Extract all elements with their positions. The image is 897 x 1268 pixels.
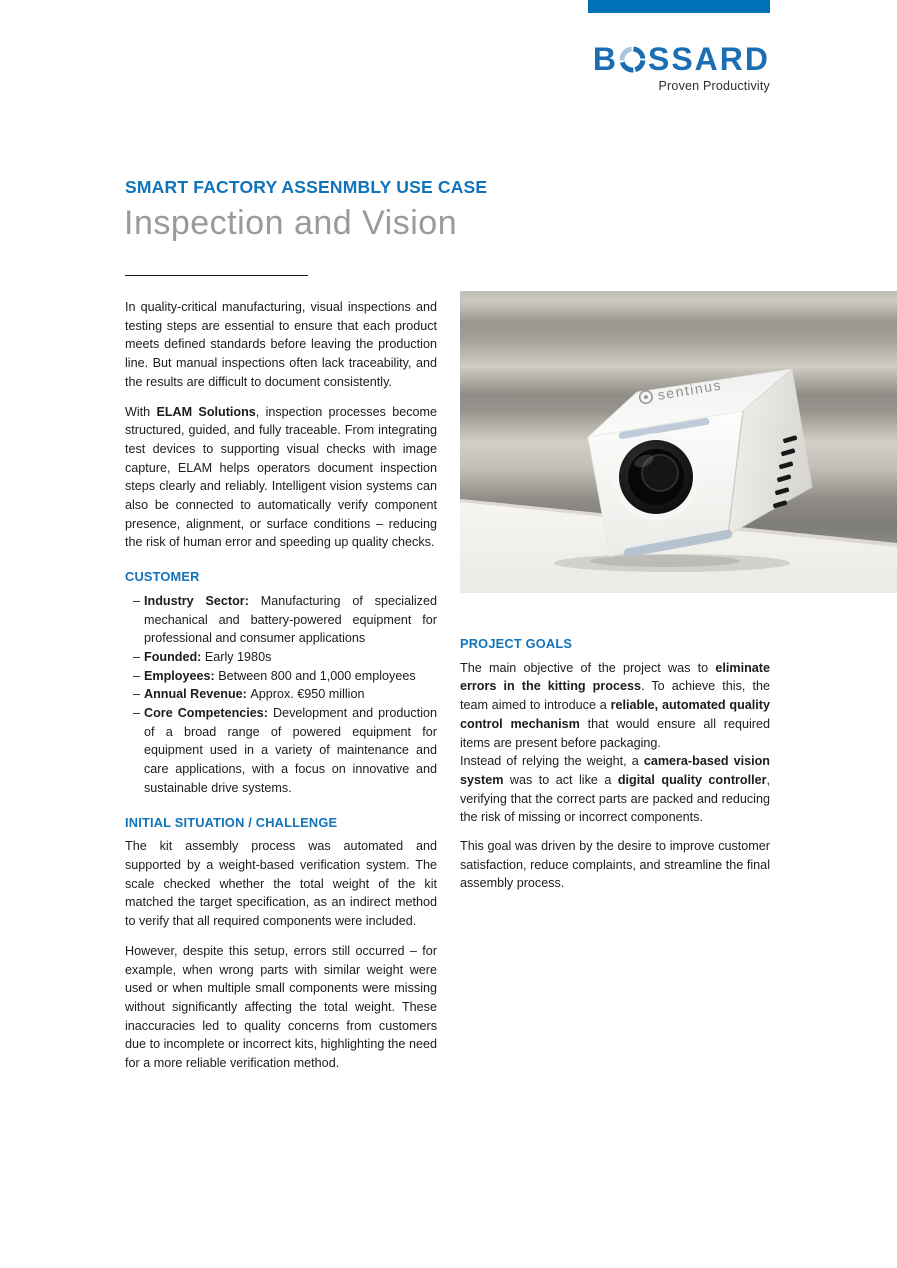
bullet-dash: –: [133, 687, 141, 702]
list-item: [125, 667, 437, 686]
brand-accent-bar: [588, 0, 770, 13]
camera-device-illustration: [460, 291, 897, 593]
bullet-text: Core Competencies: Development and production of a broad range of powered equipment for equipment used in a variety of maintenance and care applications, with a focus on innovative and sustainable drive systems.: [144, 706, 437, 795]
bossard-ring-icon: [619, 46, 646, 73]
bossard-logo: [588, 42, 770, 76]
right-column: [460, 635, 770, 904]
page-title: Inspection and Vision: [124, 204, 458, 242]
device-brand-text: sentinus: [656, 376, 724, 403]
bullet-dash: –: [133, 706, 141, 721]
intro-paragraph: With ELAM Solutions, inspection processes become structured, guided, and fully traceable. From integrating test devices to supporting visual checks with image capture, ELAM helps operators document inspection steps clearly and reliably. Intelligent vision systems can also be connected to automatically verify component presence, alignment, or surface conditions – reducing the risk of human error and speeding up quality checks.: [125, 404, 438, 550]
customer-bullet-list: [125, 592, 437, 798]
project-goals-heading: PROJECT GOALS: [460, 636, 573, 651]
bullet-dash: –: [133, 668, 141, 683]
customer-heading: CUSTOMER: [125, 569, 200, 585]
use-case-kicker: SMART FACTORY ASSENMBLY USE CASE: [125, 177, 488, 197]
list-item: [125, 592, 437, 648]
bullet-text: Employees: Between 800 and 1,000 employees: [144, 668, 416, 683]
initial-situation-heading: INITIAL SITUATION / CHALLENGE: [125, 814, 338, 830]
title-rule: [125, 275, 308, 276]
brand-block: [588, 42, 770, 93]
project-goals-paragraph: Instead of relying the weight, a camera-based vision system was to act like a digital quality controller, verifying that the correct parts are packed and reducing the risk of missing or incorrect components.: [460, 754, 771, 825]
list-item: [125, 685, 437, 704]
bullet-dash: –: [133, 649, 141, 664]
list-item: [125, 704, 437, 798]
initial-situation-paragraph: However, despite this setup, errors still occurred – for example, when wrong parts with similar weight were used or when multiple small components were missing without significantly affecting the total weight. These inaccuracies led to quality concerns from customers due to incomplete or incorrect kits, highlighting the need for a more reliable verification method.: [125, 943, 437, 1071]
list-item: [125, 648, 437, 667]
intro-paragraph: In quality-critical manufacturing, visual inspections and testing steps are essential to ensure that each product meets defined standards before leaving the production line. But manual inspections often lack traceability, and the results are difficult to document consistently.: [125, 300, 437, 389]
bullet-text: Industry Sector: Manufacturing of specialized mechanical and battery-powered equipment for professional and consumer applications: [144, 593, 437, 646]
brand-tagline: Proven Productivity: [658, 79, 770, 93]
camera-lens-icon: [612, 433, 700, 521]
logo-letters-left: B: [592, 41, 618, 77]
project-goals-paragraph: This goal was driven by the desire to improve customer satisfaction, reduce complaints, and streamline the final assembly process.: [460, 839, 770, 891]
bullet-text: Annual Revenue: Approx. €950 million: [144, 687, 365, 702]
bullet-dash: –: [133, 593, 141, 608]
initial-situation-paragraph: The kit assembly process was automated and supported by a weight-based verification system. The scale checked whether the total weight of the kit matched the target specification, as an indirect method to verify that all required components were included.: [125, 839, 437, 929]
bullet-text: Founded: Early 1980s: [144, 649, 272, 664]
product-photo: [460, 291, 897, 593]
left-column: [125, 298, 437, 1084]
project-goals-paragraph: The main objective of the project was to eliminate errors in the kitting process. To achieve this, the team aimed to introduce a reliable, automated quality control mechanism that would ensure all required items are present before packaging.: [460, 660, 770, 750]
logo-letters-right: SSARD: [647, 41, 770, 77]
